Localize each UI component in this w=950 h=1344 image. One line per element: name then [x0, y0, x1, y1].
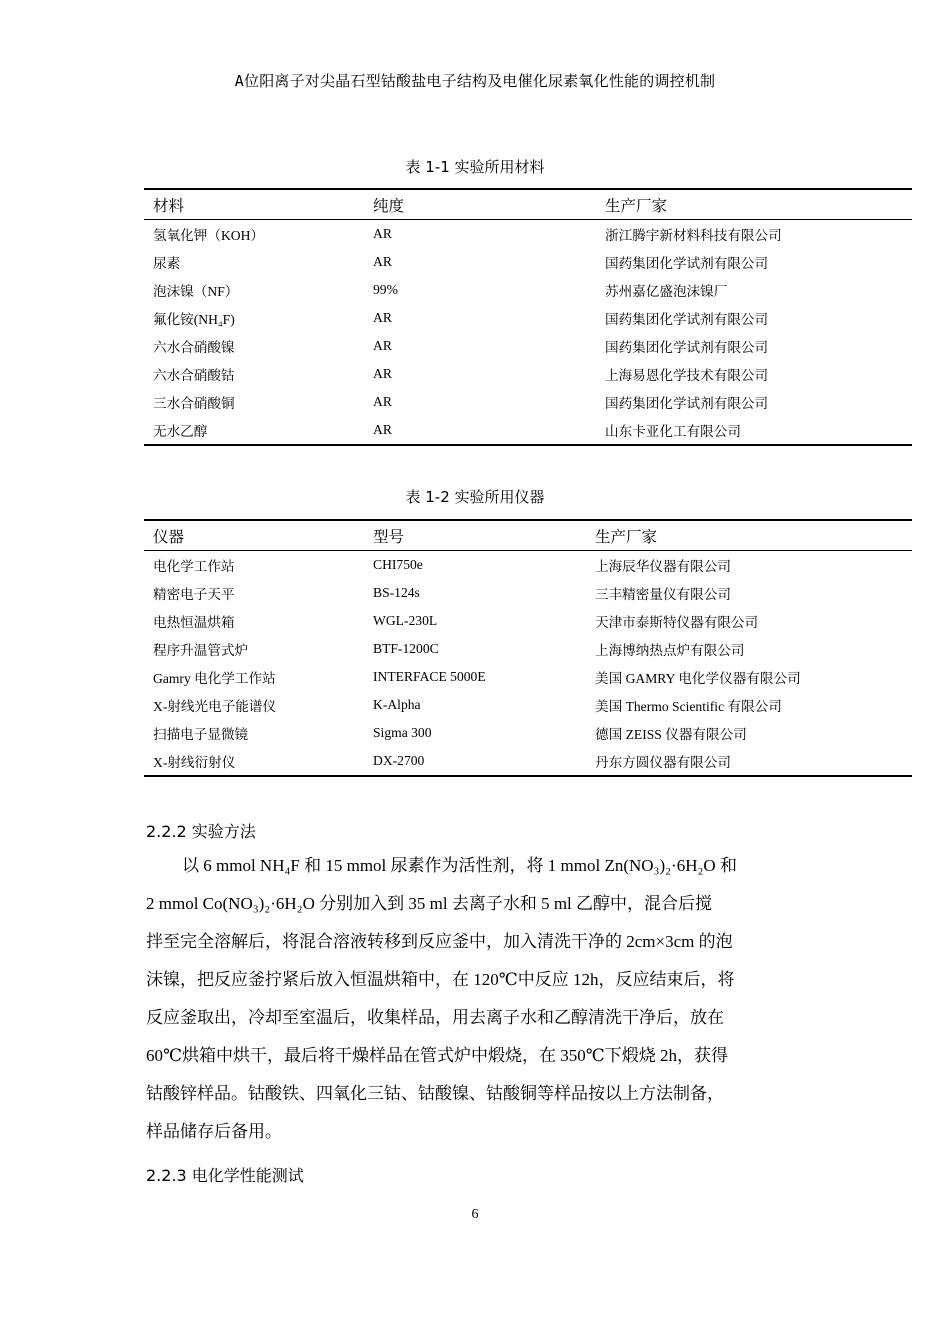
table-cell: AR: [373, 366, 392, 381]
table-cell: 电化学工作站: [153, 559, 235, 574]
column-header: 材料: [144, 189, 364, 220]
table-cell: 六水合硝酸钴: [153, 368, 235, 383]
column-header: 型号: [364, 520, 586, 551]
table-cell: X-射线光电子能谱仪: [153, 699, 277, 714]
section-heading-2-2-2: 2.2.2 实验方法: [146, 822, 256, 841]
table-cell: 上海博纳热点炉有限公司: [595, 643, 745, 658]
table-cell: 美国 Thermo Scientific 有限公司: [595, 699, 782, 714]
table-header-row: [144, 520, 912, 551]
instruments-table: [144, 519, 912, 777]
paragraph-line: 反应釜取出，冷却至室温后，收集样品，用去离子水和乙醇清洗干净后，放在: [146, 1008, 724, 1027]
table-cell: 电热恒温烘箱: [153, 615, 235, 630]
paragraph-line: 60℃烘箱中烘干，最后将干燥样品在管式炉中煅烧，在 350℃下煅烧 2h，获得: [146, 1046, 729, 1065]
page-number: 6: [471, 1207, 479, 1222]
table-cell: 浙江腾宇新材料科技有限公司: [605, 228, 782, 243]
table-cell: 六水合硝酸镍: [153, 340, 235, 355]
table-cell: 程序升温管式炉: [153, 643, 249, 658]
table-cell: AR: [373, 226, 392, 241]
table-row: [144, 276, 912, 304]
table-cell: 扫描电子显微镜: [153, 727, 249, 742]
section-heading-2-2-3: 2.2.3 电化学性能测试: [146, 1166, 304, 1185]
table-header-row: [144, 189, 912, 220]
table-cell: AR: [373, 338, 392, 353]
table-row: [144, 416, 912, 445]
paragraph-line: 样品储存后备用。: [146, 1122, 282, 1141]
table-cell: 尿素: [153, 256, 181, 271]
table-row: [144, 304, 912, 332]
table-cell: AR: [364, 416, 596, 445]
table-cell: WGL-230L: [373, 613, 438, 628]
paragraph-line: 钴酸锌样品。钴酸铁、四氧化三钴、钴酸镍、钴酸铜等样品按以上方法制备，: [146, 1084, 724, 1103]
table-cell: K-Alpha: [373, 697, 421, 712]
table-row: [144, 691, 912, 719]
paragraph-line: 以 6 mmol NH₄F 和 15 mmol 尿素作为活性剂，将 1 mmol Zn(NO₃)₂·6H₂O 和: [182, 856, 737, 875]
table-cell: 山东卡亚化工有限公司: [596, 416, 912, 445]
table-cell: 德国 ZEISS 仪器有限公司: [595, 727, 747, 742]
table-cell: 上海易恩化学技术有限公司: [605, 368, 769, 383]
table-cell: 三丰精密量仪有限公司: [595, 587, 731, 602]
table-row: [144, 248, 912, 276]
table-cell: 上海辰华仪器有限公司: [595, 559, 731, 574]
table-cell: 99%: [373, 282, 398, 297]
table-row: [144, 663, 912, 691]
table-cell: AR: [373, 254, 392, 269]
table-cell: 国药集团化学试剂有限公司: [605, 340, 769, 355]
table-cell: 国药集团化学试剂有限公司: [605, 256, 769, 271]
table-cell: X-射线衍射仪: [144, 747, 364, 776]
table-cell: 美国 GAMRY 电化学仪器有限公司: [595, 671, 801, 686]
column-header: 纯度: [364, 189, 596, 220]
table-cell: 丹东方圆仪器有限公司: [586, 747, 912, 776]
paragraph-line: 拌至完全溶解后，将混合溶液转移到反应釜中，加入清洗干净的 2cm×3cm 的泡: [146, 932, 733, 951]
table-row: [144, 332, 912, 360]
table-cell: 国药集团化学试剂有限公司: [605, 396, 769, 411]
table-row: [144, 388, 912, 416]
table-row: [144, 635, 912, 663]
table-cell: AR: [373, 310, 392, 325]
table-cell: 泡沫镍（NF）: [153, 284, 239, 299]
table-cell: 精密电子天平: [153, 587, 235, 602]
paragraph-line: 沫镍，把反应釜拧紧后放入恒温烘箱中，在 120℃中反应 12h，反应结束后，将: [146, 970, 735, 989]
table-cell: 国药集团化学试剂有限公司: [605, 312, 769, 327]
method-paragraph: [146, 847, 806, 1151]
table-cell: 苏州嘉亿盛泡沫镍厂: [605, 284, 728, 299]
materials-table: [144, 188, 912, 446]
table-row: [144, 360, 912, 388]
table-cell: 氟化铵(NH₄F): [153, 312, 235, 327]
table-1-caption: 表 1-1 实验所用材料: [405, 158, 545, 176]
table-cell: DX-2700: [364, 747, 586, 776]
table-cell: 天津市泰斯特仪器有限公司: [595, 615, 759, 630]
table-cell: BS-124s: [373, 585, 420, 600]
paragraph-line: 2 mmol Co(NO₃)₂·6H₂O 分别加入到 35 ml 去离子水和 5 ml 乙醇中，混合后搅: [146, 894, 713, 913]
table-row: [144, 719, 912, 747]
table-cell: INTERFACE 5000E: [373, 669, 486, 684]
table-cell: AR: [373, 394, 392, 409]
column-header: 生产厂家: [586, 520, 912, 551]
table-cell: 无水乙醇: [144, 416, 364, 445]
table-cell: BTF-1200C: [373, 641, 439, 656]
table-row: [144, 747, 912, 776]
table-row: [144, 607, 912, 635]
running-header: A位阳离子对尖晶石型钴酸盐电子结构及电催化尿素氧化性能的调控机制: [234, 72, 716, 90]
table-row: [144, 579, 912, 607]
table-cell: Gamry 电化学工作站: [153, 671, 276, 686]
table-row: [144, 551, 912, 580]
table-cell: CHI750e: [373, 557, 423, 572]
table-2-caption: 表 1-2 实验所用仪器: [405, 488, 545, 506]
table-cell: 氢氧化钾（KOH）: [153, 228, 265, 243]
table-row: [144, 220, 912, 249]
column-header: 生产厂家: [596, 189, 912, 220]
column-header: 仪器: [144, 520, 364, 551]
table-cell: Sigma 300: [373, 725, 432, 740]
table-cell: 三水合硝酸铜: [153, 396, 235, 411]
